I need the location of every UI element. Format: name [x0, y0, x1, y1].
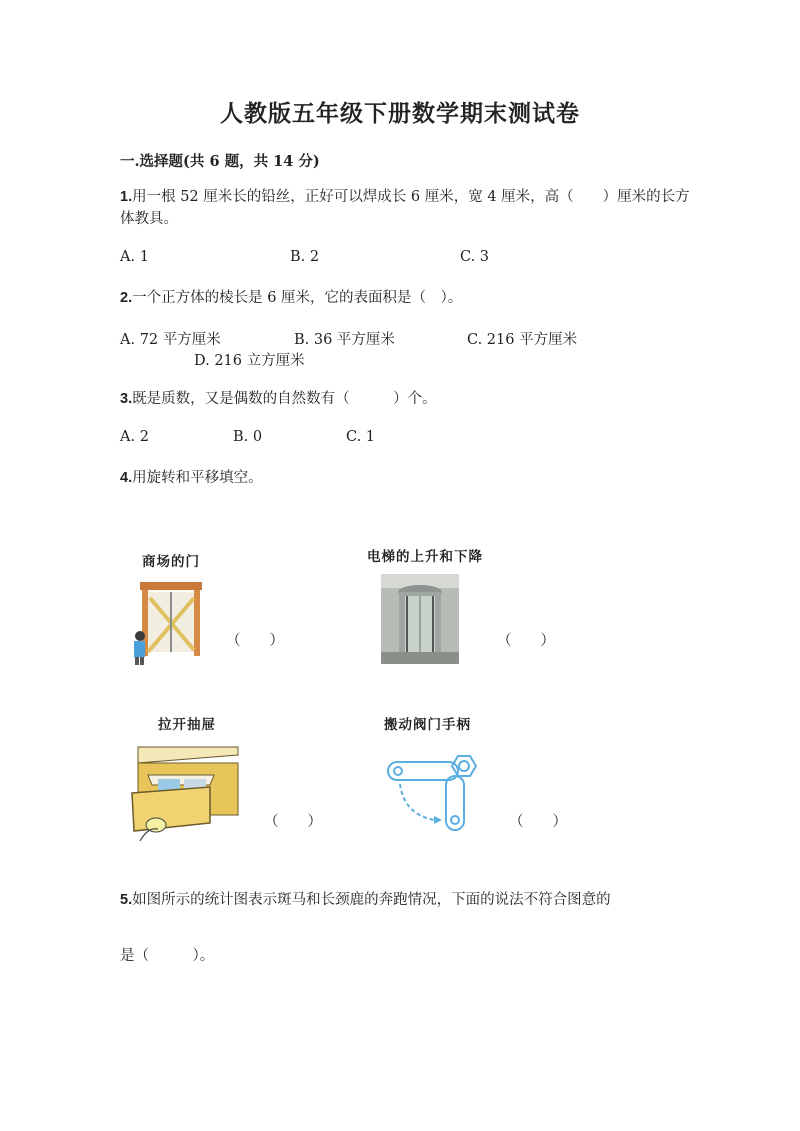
answer-blank[interactable]: （ ）: [497, 633, 555, 649]
question-text: 既是质数，又是偶数的自然数有（ ）个。: [132, 391, 437, 407]
mall-door-picture: [128, 578, 208, 668]
caption-mall-door: 商场的门: [142, 554, 200, 570]
option-b[interactable]: B. 36 平方厘米: [294, 332, 395, 348]
option-b[interactable]: B. 2: [290, 249, 320, 265]
question-text: 用旋转和平移填空。: [132, 470, 263, 486]
option-a[interactable]: A. 2: [120, 429, 149, 445]
question-2: [120, 287, 690, 309]
question-1: [120, 186, 690, 230]
page-title: 人教版五年级下册数学期末测试卷: [220, 100, 580, 127]
option-c[interactable]: C. 1: [346, 429, 376, 445]
question-text: 如图所示的统计图表示斑马和长颈鹿的奔跑情况，下面的说法不符合图意的: [132, 892, 611, 908]
option-a[interactable]: A. 72 平方厘米: [120, 332, 221, 348]
drawer-picture: [130, 745, 240, 845]
answer-blank[interactable]: （ ）: [226, 633, 284, 649]
elevator-picture: [381, 574, 459, 664]
caption-drawer: 拉开抽屉: [158, 717, 216, 733]
valve-handle-picture: [384, 748, 484, 838]
question-5: [120, 889, 690, 911]
question-3: [120, 388, 690, 410]
option-d[interactable]: D. 216 立方厘米: [194, 353, 305, 369]
caption-valve-handle: 搬动阀门手柄: [384, 717, 471, 733]
option-c[interactable]: C. 3: [460, 249, 490, 265]
question-text: 用一根 52 厘米长的铅丝，正好可以焊成长 6 厘米，宽 4 厘米，高（ ）厘米的长方体教具。: [120, 189, 690, 227]
option-b[interactable]: B. 0: [233, 429, 263, 445]
caption-elevator: 电梯的上升和下降: [367, 549, 483, 565]
answer-blank[interactable]: （ ）: [509, 814, 567, 830]
question-number: 3.: [120, 391, 133, 407]
question-text: 一个正方体的棱长是 6 厘米，它的表面积是（ ）。: [132, 290, 463, 306]
section-heading: 一.选择题(共 6 题，共 14 分): [120, 153, 320, 170]
answer-blank[interactable]: （ ）: [264, 814, 322, 830]
option-c[interactable]: C. 216 平方厘米: [467, 332, 578, 348]
question-number: 1.: [120, 189, 133, 205]
question-5-continued: 是（ ）。: [120, 948, 215, 964]
option-a[interactable]: A. 1: [120, 249, 149, 265]
question-number: 2.: [120, 290, 133, 306]
question-number: 5.: [120, 892, 133, 908]
question-4: [120, 467, 690, 489]
question-number: 4.: [120, 470, 133, 486]
